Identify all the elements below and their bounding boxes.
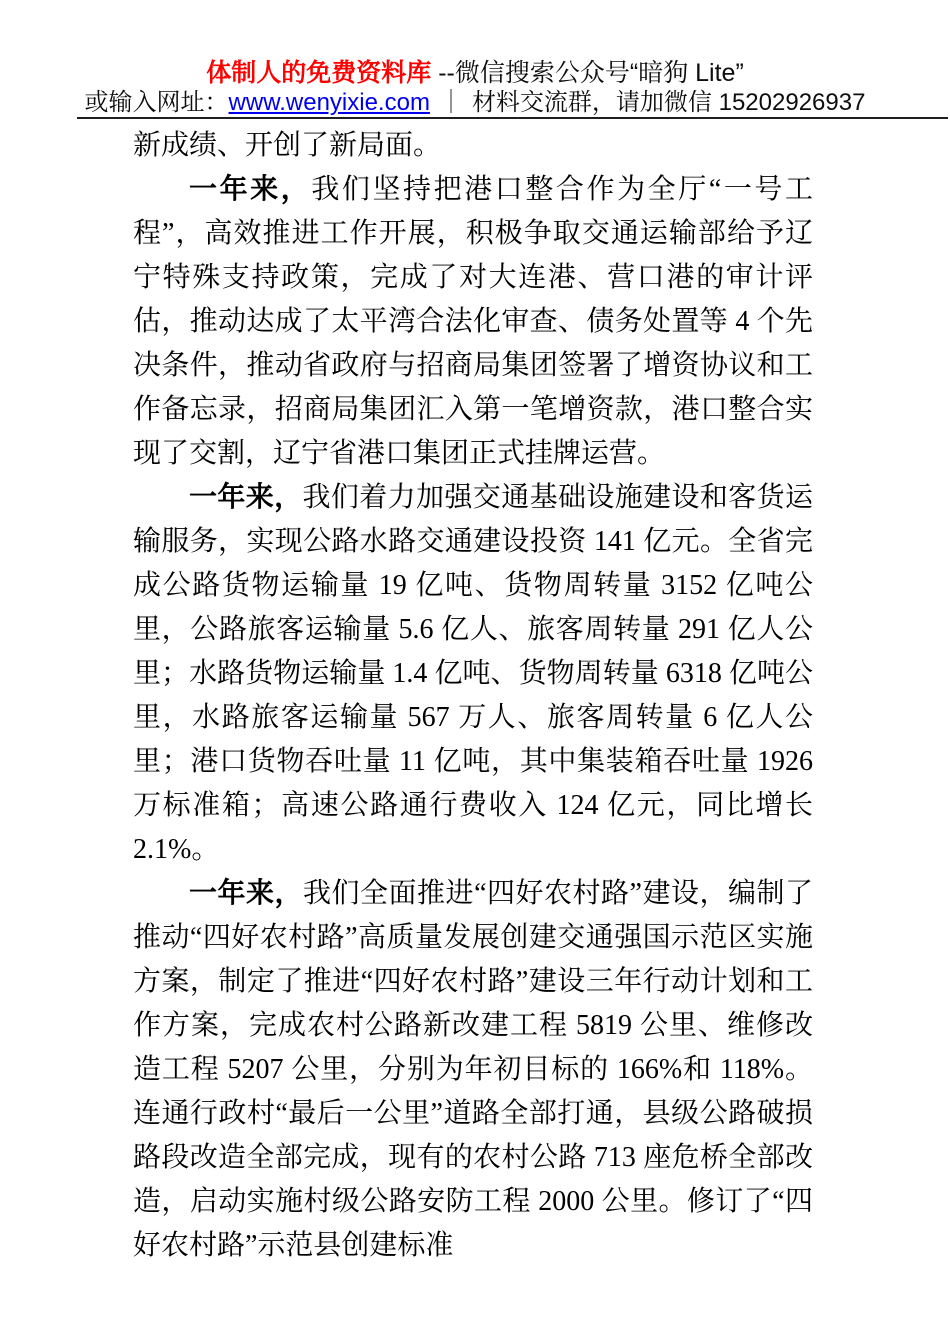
paragraph-lead: 一年来， <box>189 174 312 205</box>
paragraph-text: 我们着力加强交通基础设施建设和客货运输服务，实现公路水路交通建设投资 141 亿元。全省完成公路货物运输量 19 亿吨、货物周转量 3152 亿吨公里，公路旅客运输量 5.6 亿人、旅客周转量 291 亿人公里；水路货物运输量 1.4 亿吨、货物周转量 6318 亿吨公里，水路旅客运输量 567 万人、旅客周转量 6 亿人公里；港口货物吞吐量 11 亿吨，其中集装箱吞吐量 1926 万标准箱；高速公路通行费收入 124 亿元，同比增长 2.1%。 <box>133 482 813 865</box>
contact-info: 材料交流群，请加微信 15202926937 <box>471 89 866 116</box>
paragraph-lead: 一年来， <box>189 878 304 909</box>
promo-header-line1 <box>0 58 950 88</box>
paragraph-text: 新成绩、开创了新局面。 <box>133 130 442 161</box>
pipe-separator-icon: ｜ <box>438 89 463 116</box>
brand-tagline: --微信搜索公众号“暗狗 Lite” <box>438 59 744 87</box>
paragraph-text: 我们坚持把港口整合作为全厅“一号工程”，高效推进工作开展，积极争取交通运输部给予辽宁特殊支持政策，完成了对大连港、营口港的审计评估，推动达成了太平湾合法化审查、债务处置等 4 个先决条件，推动省政府与招商局集团签署了增资协议和工作备忘录，招商局集团汇入第一笔增资款，港口整合实现了交割，辽宁省港口集团正式挂牌运营。 <box>133 174 813 469</box>
paragraph <box>133 872 813 1268</box>
document-body <box>133 124 813 1268</box>
paragraph <box>133 124 813 168</box>
paragraph <box>133 476 813 872</box>
paragraph-text: 我们全面推进“四好农村路”建设，编制了推动“四好农村路”高质量发展创建交通强国示范区实施方案，制定了推进“四好农村路”建设三年行动计划和工作方案，完成农村公路新改建工程 5819 公里、维修改造工程 5207 公里，分别为年初目标的 166%和 118%。连通行政村“最后一公里”道路全部打通，县级公路破损路段改造全部完成，现有的农村公路 713 座危桥全部改造，启动实施村级公路安防工程 2000 公里。修订了“四好农村路”示范县创建标准 <box>133 878 813 1261</box>
brand-title: 体制人的免费资料库 <box>206 59 432 87</box>
promo-header <box>0 58 950 117</box>
paragraph <box>133 168 813 476</box>
website-link[interactable]: www.wenyixie.com <box>228 89 430 116</box>
paragraph-lead: 一年来， <box>189 482 303 513</box>
promo-header-line2 <box>0 88 950 117</box>
url-prompt: 或输入网址： <box>84 89 229 116</box>
header-divider-line <box>77 117 948 119</box>
